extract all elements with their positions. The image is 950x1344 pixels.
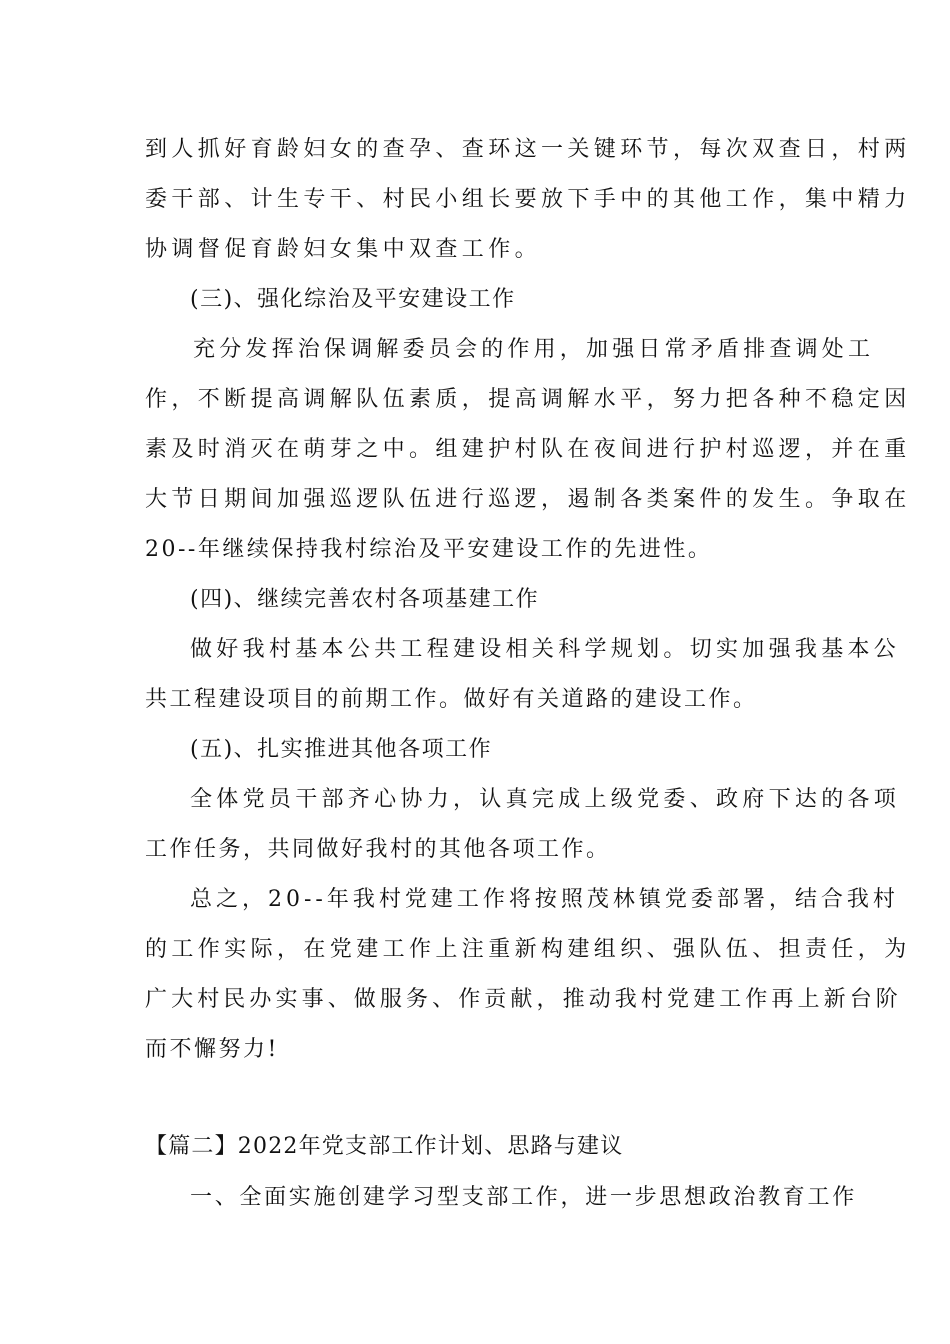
paragraph-line: 大节日期间加强巡逻队伍进行巡逻，遏制各类案件的发生。争取在: [145, 487, 911, 512]
paragraph-line: 委干部、计生专干、村民小组长要放下手中的其他工作，集中精力: [145, 187, 911, 212]
paragraph-line: 总之，20--年我村党建工作将按照茂林镇党委部署，结合我村: [190, 887, 899, 912]
paragraph-line: 充分发挥治保调解委员会的作用，加强日常矛盾排查调处工: [193, 337, 875, 362]
paragraph-line: 而不懈努力!: [145, 1037, 279, 1062]
part-two-heading-1: 一、全面实施创建学习型支部工作，进一步思想政治教育工作: [190, 1185, 857, 1210]
paragraph-line: 20--年继续保持我村综治及平安建设工作的先进性。: [145, 537, 713, 562]
paragraph-line: 到人抓好育龄妇女的查孕、查环这一关键环节，每次双查日，村两: [145, 137, 911, 162]
paragraph-line: 作，不断提高调解队伍素质，提高调解水平，努力把各种不稳定因: [145, 387, 911, 412]
paragraph-line: 的工作实际，在党建工作上注重新构建组织、强队伍、担责任，为: [145, 937, 911, 962]
paragraph-line: 广大村民办实事、做服务、作贡献，推动我村党建工作再上新台阶: [145, 987, 902, 1012]
part-two-title: 【篇二】2022年党支部工作计划、思路与建议: [145, 1134, 624, 1159]
paragraph-line: 做好我村基本公共工程建设相关科学规划。切实加强我基本公: [190, 637, 901, 662]
paragraph-line: 素及时消灭在萌芽之中。组建护村队在夜间进行护村巡逻，并在重: [145, 437, 911, 462]
paragraph-line: 协调督促育龄妇女集中双查工作。: [145, 237, 542, 262]
section-heading-3: (三)、强化综治及平安建设工作: [190, 287, 516, 312]
paragraph-line: 全体党员干部齐心协力，认真完成上级党委、政府下达的各项: [190, 787, 901, 812]
section-heading-5: (五)、扎实推进其他各项工作: [190, 737, 493, 762]
section-heading-4: (四)、继续完善农村各项基建工作: [190, 587, 540, 612]
paragraph-line: 共工程建设项目的前期工作。做好有关道路的建设工作。: [145, 687, 758, 712]
paragraph-line: 工作任务，共同做好我村的其他各项工作。: [145, 837, 611, 862]
